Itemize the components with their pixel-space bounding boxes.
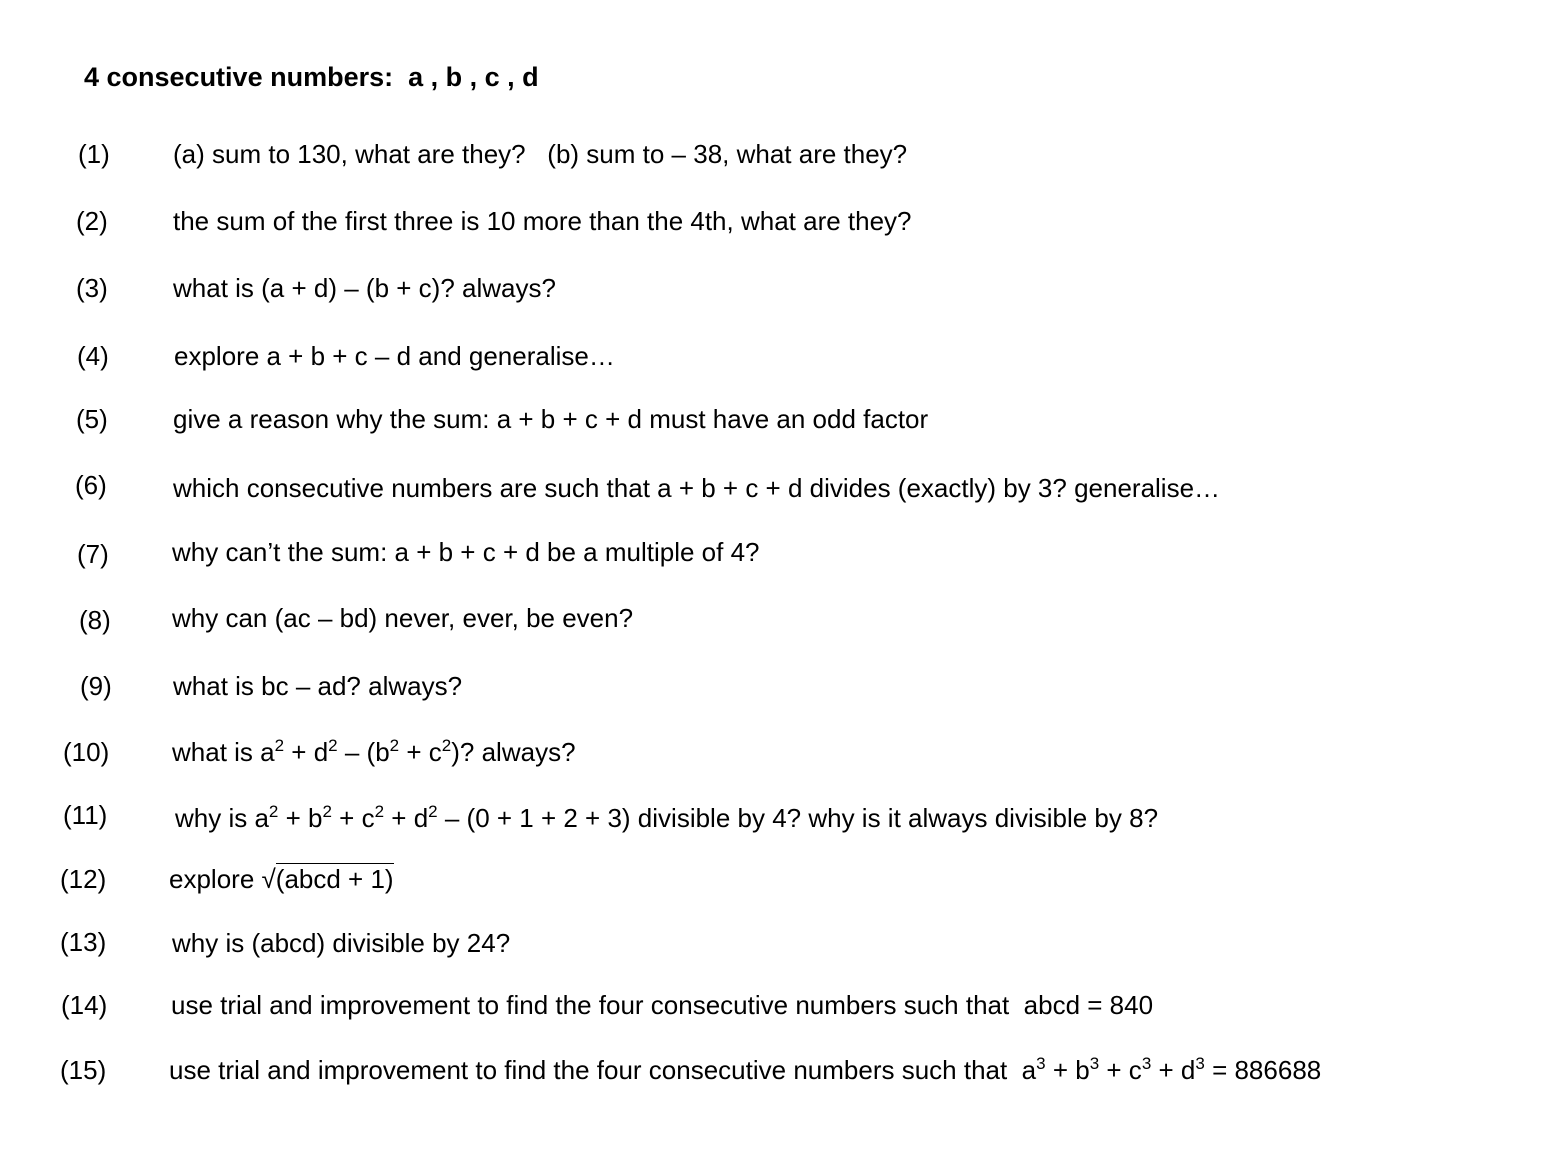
question-number: (8)	[79, 605, 111, 635]
question-number: (11)	[63, 800, 108, 830]
question-text: what is $a^2 + d^2 - (b^2 + c^2)$? always?	[172, 736, 576, 767]
question-text: what is (a + d) – (b + c)? always?	[173, 273, 556, 303]
page-title: 4 consecutive numbers: a , b , c , d	[84, 62, 539, 92]
question-number: (9)	[80, 671, 112, 701]
question-number: (1)	[78, 139, 110, 169]
question-text: why can’t the sum: a + b + c + d be a multiple of 4?	[172, 537, 760, 567]
question-number: (3)	[76, 273, 108, 303]
question-text: (a) sum to 130, what are they? (b) sum to – 38, what are they?	[173, 139, 908, 169]
question-number: (6)	[75, 470, 107, 500]
square-root-icon: √	[261, 864, 276, 894]
question-text: why is (abcd) divisible by 24?	[172, 928, 511, 958]
question-number: (10)	[63, 737, 110, 767]
question-number: (12)	[60, 864, 107, 894]
question-text: the sum of the first three is 10 more than the 4th, what are they?	[173, 206, 912, 236]
question-number: (4)	[77, 341, 109, 371]
question-text: use trial and improvement to find the four consecutive numbers such that abcd = 840	[171, 990, 1154, 1020]
question-number: (7)	[77, 539, 109, 569]
question-text: why is $a^2 + b^2 + c^2 + d^2 - (0 + 1 + 2 + 3)$ divisible by 4? why is it always divisible by 8?	[175, 802, 1159, 833]
question-text: give a reason why the sum: a + b + c + d must have an odd factor	[173, 404, 929, 434]
question-number: (13)	[60, 927, 107, 957]
question-number: (5)	[76, 404, 108, 434]
question-number: (15)	[60, 1055, 107, 1085]
question-text: what is bc – ad? always?	[173, 671, 463, 701]
radicand: (abcd + 1)	[275, 864, 394, 894]
question-text: explore √(abcd + 1)	[169, 864, 394, 894]
question-number: (2)	[76, 206, 108, 236]
question-text: which consecutive numbers are such that a + b + c + d divides (exactly) by 3? generalise…	[173, 473, 1221, 503]
question-text: explore a + b + c – d and generalise…	[174, 341, 615, 371]
question-number: (14)	[61, 990, 108, 1020]
question-text: why can (ac – bd) never, ever, be even?	[172, 603, 634, 633]
question-text: use trial and improvement to find the four consecutive numbers such that $a^3 + b^3 + c^3 + d^3 = 886688$	[169, 1054, 1322, 1085]
